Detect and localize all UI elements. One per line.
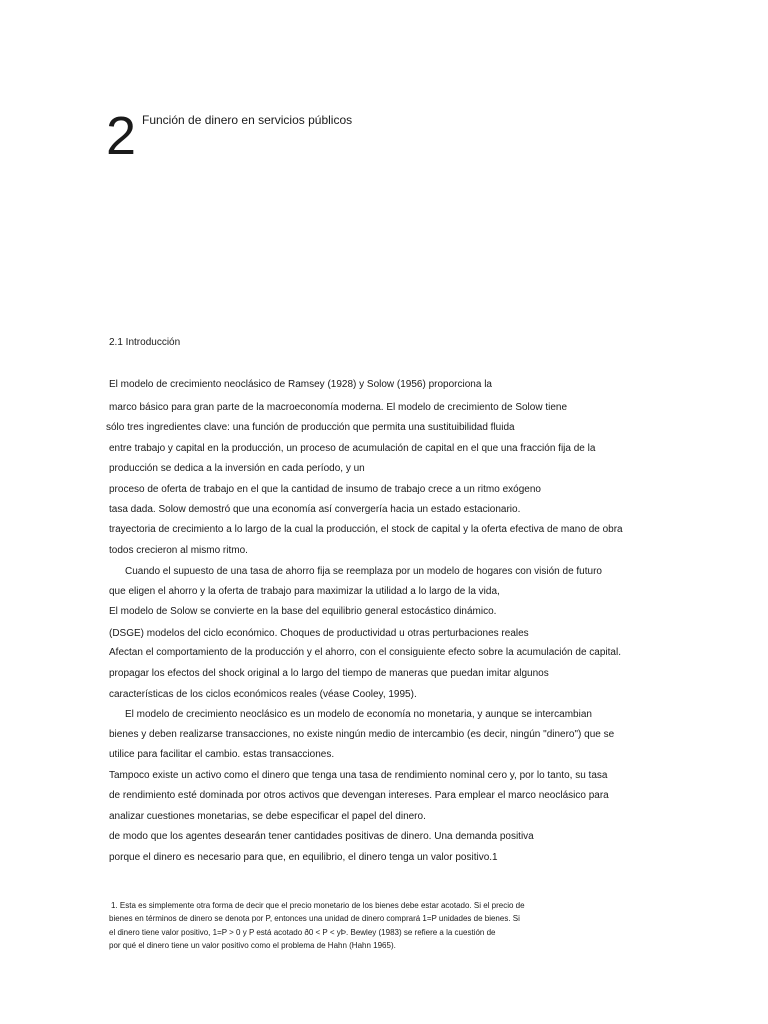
body-line: tasa dada. Solow demostró que una economía así convergería hacia un estado estacionario. — [109, 504, 521, 515]
body-line: El modelo de crecimiento neoclásico es un modelo de economía no monetaria, y aunque se intercambian — [125, 709, 592, 720]
body-line: marco básico para gran parte de la macroeconomía moderna. El modelo de crecimiento de Solow tiene — [109, 402, 568, 413]
body-line: Tampoco existe un activo como el dinero que tenga una tasa de rendimiento nominal cero y, por lo tanto, su tasa — [109, 770, 608, 781]
body-line: bienes y deben realizarse transacciones, no existe ningún medio de intercambio (es decir, ningún "dinero") que se — [109, 729, 615, 740]
body-line: entre trabajo y capital en la producción, un proceso de acumulación de capital en el que una fracción fija de la — [109, 443, 596, 454]
body-line: Afectan el comportamiento de la producción y el ahorro, con el consiguiente efecto sobre la acumulación de capital. — [109, 647, 621, 658]
body-line: trayectoria de crecimiento a lo largo de la cual la producción, el stock de capital y la oferta efectiva de mano de obra — [109, 524, 623, 535]
body-line: de modo que los agentes desearán tener cantidades positivas de dinero. Una demanda positiva — [109, 831, 534, 842]
body-line: analizar cuestiones monetarias, se debe especificar el papel del dinero. — [109, 811, 426, 822]
body-line: porque el dinero es necesario para que, en equilibrio, el dinero tenga un valor positivo.1 — [109, 852, 498, 863]
footnote-line: por qué el dinero tiene un valor positivo como el problema de Hahn (Hahn 1965). — [109, 941, 396, 950]
footnote-line: 1. Esta es simplemente otra forma de decir que el precio monetario de los bienes debe estar acotado. Si el precio de — [111, 901, 525, 910]
chapter-title: Función de dinero en servicios públicos — [142, 113, 353, 127]
body-line: utilice para facilitar el cambio. estas transacciones. — [109, 749, 335, 760]
body-line: propagar los efectos del shock original a lo largo del tiempo de maneras que puedan imitar algunos — [109, 668, 549, 679]
body-line: (DSGE) modelos del ciclo económico. Choques de productividad u otras perturbaciones reales — [109, 628, 529, 639]
body-line: de rendimiento esté dominada por otros activos que devengan intereses. Para emplear el marco neoclásico para — [109, 790, 609, 801]
section-heading: 2.1 Introducción — [109, 337, 181, 348]
body-line: sólo tres ingredientes clave: una función de producción que permita una sustituibilidad fluida — [106, 422, 515, 433]
body-line: todos crecieron al mismo ritmo. — [109, 545, 248, 556]
body-line: características de los ciclos económicos reales (véase Cooley, 1995). — [109, 689, 417, 700]
body-line: Cuando el supuesto de una tasa de ahorro fija se reemplaza por un modelo de hogares con visión de futuro — [125, 566, 602, 577]
body-line: proceso de oferta de trabajo en el que la cantidad de insumo de trabajo crece a un ritmo exógeno — [109, 484, 541, 495]
body-line: producción se dedica a la inversión en cada período, y un — [109, 463, 365, 474]
body-line: que eligen el ahorro y la oferta de trabajo para maximizar la utilidad a lo largo de la vida, — [109, 586, 500, 597]
footnote-line: bienes en términos de dinero se denota por P, entonces una unidad de dinero comprará 1=P unidades de bienes. Si — [109, 914, 520, 923]
chapter-number: 2 — [106, 106, 136, 166]
body-line: El modelo de Solow se convierte en la base del equilibrio general estocástico dinámico. — [109, 606, 497, 617]
body-line: El modelo de crecimiento neoclásico de Ramsey (1928) y Solow (1956) proporciona la — [109, 379, 492, 390]
footnote-line: el dinero tiene valor positivo, 1=P > 0 y P está acotado ð0 < P < yÞ. Bewley (1983) se refiere a la cuestión de — [109, 928, 496, 937]
